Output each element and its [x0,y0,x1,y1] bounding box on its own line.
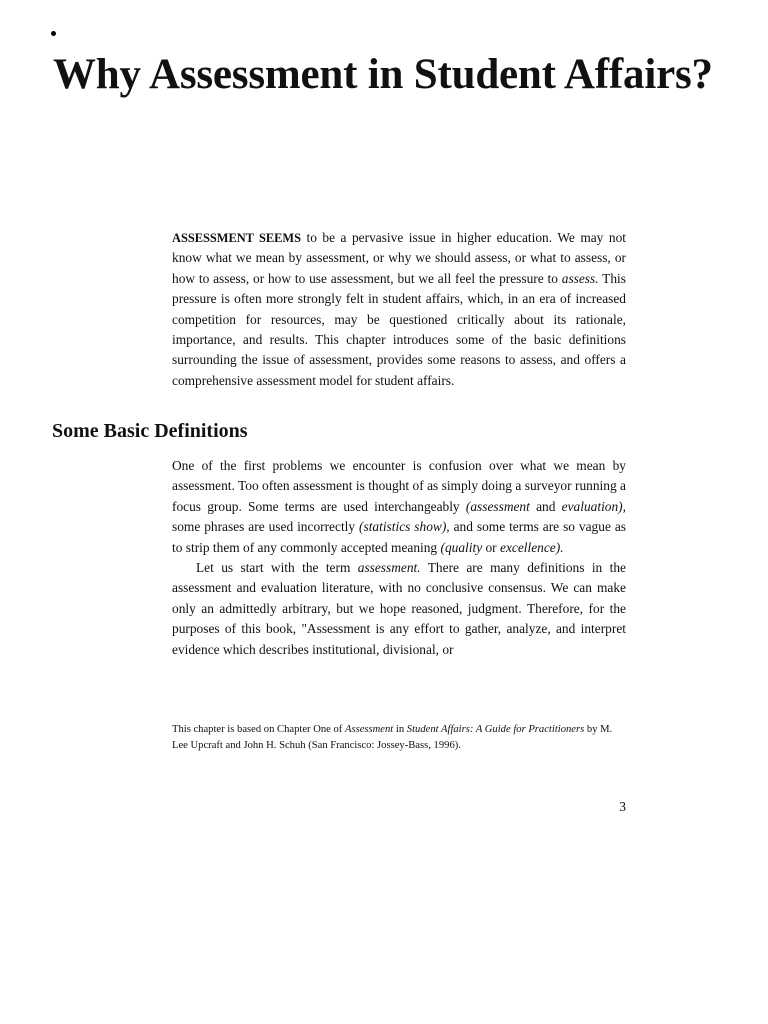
intro-italic: assess. [561,270,599,286]
section-heading: Some Basic Definitions [52,420,248,442]
body-text: There are many definitions in the assessment and evaluation literature, with no conclusive consensus. We can make only an admittedly arbitrary, but we hope reasoned, judgment. Therefore, for the purposes of this book, "Assessment is any effort to gather, analyze, and interpret evidence which describes institutional, divisional, or [172,560,626,657]
body-text: or [482,539,500,555]
body-italic: (statistics show), [359,519,450,535]
body-text: some phrases are used incorrectly [172,519,360,535]
footnote-text: This chapter is based on Chapter One of [172,724,345,735]
footnote-italic: Student Affairs: A Guide for Practitioners [406,724,585,735]
footnote-italic: Assessment [344,724,394,735]
intro-text: This pressure is often more strongly felt in student affairs, which, in an era of increased competition for resources, may be questioned critically about its rationale, importance, and results. This chapter introduces some of the basic definitions surrounding the issue of assessment, provides some reasons to assess, and offers a comprehensive assessment model for student affairs. [172,270,626,388]
page-title: Why Assessment in Student Affairs? [53,51,713,98]
body-text: One of the first problems we encounter is confusion over what we mean by assessment. Too often assessment is thought of as simply doing a surveyor running a focus group. Some terms are used interchangeably [172,458,626,514]
body-italic: (quality [440,539,483,555]
intro-paragraph [172,228,626,391]
body-italic: assessment. [357,560,421,576]
definitions-paragraph-1 [172,458,626,555]
footnote [172,722,626,753]
intro-lead-caps: ASSESSMENT SEEMS [172,231,301,245]
body-italic: evaluation), [561,498,626,514]
footnote-text: in [393,724,407,735]
footnote-text: by M. Lee Upcraft and John H. Schuh (San Francisco: Jossey-Bass, 1996). [172,724,613,751]
body-text: and some terms are so vague as to strip them of any commonly accepted meaning [172,519,626,555]
page-number: 3 [619,799,626,814]
bullet-mark [51,31,56,36]
intro-text: to be a pervasive issue in higher education. We may not know what we mean by assessment, or why we should assess, or what to assess, or how to assess, or how to use assessment, but we all feel the pressure to [172,230,626,286]
body-italic: (assessment [465,498,530,514]
body-text: and [529,498,562,514]
definitions-paragraph-2 [172,558,626,660]
definitions-body [172,456,626,660]
body-text: Let us start with the term [196,560,358,576]
body-italic: excellence). [500,539,564,555]
